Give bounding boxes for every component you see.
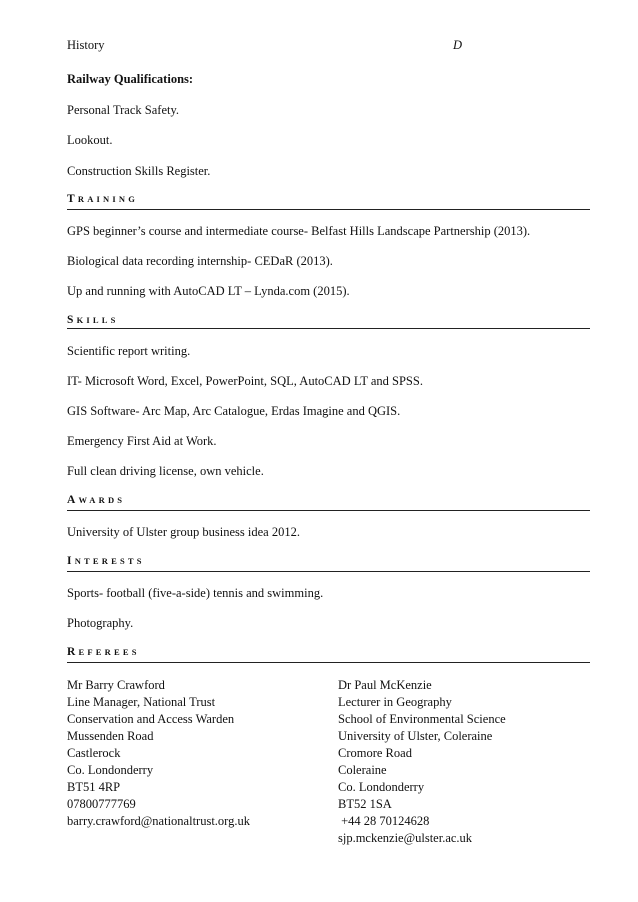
referee-address-line: Co. Londonderry <box>338 780 425 794</box>
referee-address-line: Castlerock <box>67 746 121 760</box>
referee-address-line: Coleraine <box>338 763 387 777</box>
history-grade: D <box>453 38 463 52</box>
referee-address-line: Mussenden Road <box>67 729 154 743</box>
referee-title: Line Manager, National Trust <box>67 695 216 709</box>
interests-item: Sports- football (five-a-side) tennis and swimming. <box>67 586 324 600</box>
history-label: History <box>67 38 105 52</box>
referee-department: School of Environmental Science <box>338 712 506 726</box>
referee-name: Mr Barry Crawford <box>67 678 165 692</box>
referee-name: Dr Paul McKenzie <box>338 678 432 692</box>
skills-item: Emergency First Aid at Work. <box>67 434 217 448</box>
railway-heading: Railway Qualifications: <box>67 72 194 86</box>
railway-item: Lookout. <box>67 133 113 147</box>
railway-item: Construction Skills Register. <box>67 164 211 178</box>
referee-postcode: BT52 1SA <box>338 797 392 811</box>
training-item: Biological data recording internship- CEDaR (2013). <box>67 254 333 268</box>
referee-phone: 07800777769 <box>67 797 136 811</box>
skills-item: Scientific report writing. <box>67 344 191 358</box>
training-item: Up and running with AutoCAD LT – Lynda.com (2015). <box>67 284 350 298</box>
skills-item: GIS Software- Arc Map, Arc Catalogue, Erdas Imagine and QGIS. <box>67 404 401 418</box>
referee-right <box>338 677 506 847</box>
interests-item: Photography. <box>67 616 134 630</box>
skills-item: IT- Microsoft Word, Excel, PowerPoint, SQL, AutoCAD LT and SPSS. <box>67 374 423 388</box>
referee-role: Conservation and Access Warden <box>67 712 235 726</box>
training-heading: TRAINING <box>67 193 139 205</box>
skills-item: Full clean driving license, own vehicle. <box>67 464 264 478</box>
referee-left <box>67 677 250 830</box>
referee-postcode: BT51 4RP <box>67 780 121 794</box>
referee-email: barry.crawford@nationaltrust.org.uk <box>67 814 250 828</box>
awards-item: University of Ulster group business idea 2012. <box>67 525 300 539</box>
training-divider <box>67 209 590 210</box>
interests-heading: INTERESTS <box>67 555 145 567</box>
skills-divider <box>67 328 590 329</box>
referee-address-line: Co. Londonderry <box>67 763 154 777</box>
skills-heading: SKILLS <box>67 314 119 326</box>
referee-email: sjp.mckenzie@ulster.ac.uk <box>338 831 473 845</box>
awards-heading: AWARDS <box>67 494 126 506</box>
interests-divider <box>67 571 590 572</box>
training-item: GPS beginner’s course and intermediate course- Belfast Hills Landscape Partnership (2013). <box>67 224 531 238</box>
referee-institution: University of Ulster, Coleraine <box>338 729 493 743</box>
referees-heading: REFEREES <box>67 646 140 658</box>
awards-divider <box>67 510 590 511</box>
railway-item: Personal Track Safety. <box>67 103 180 117</box>
referee-address-line: Cromore Road <box>338 746 412 760</box>
referees-divider <box>67 662 590 663</box>
referee-title: Lecturer in Geography <box>338 695 452 709</box>
referee-phone: +44 28 70124628 <box>338 814 430 828</box>
